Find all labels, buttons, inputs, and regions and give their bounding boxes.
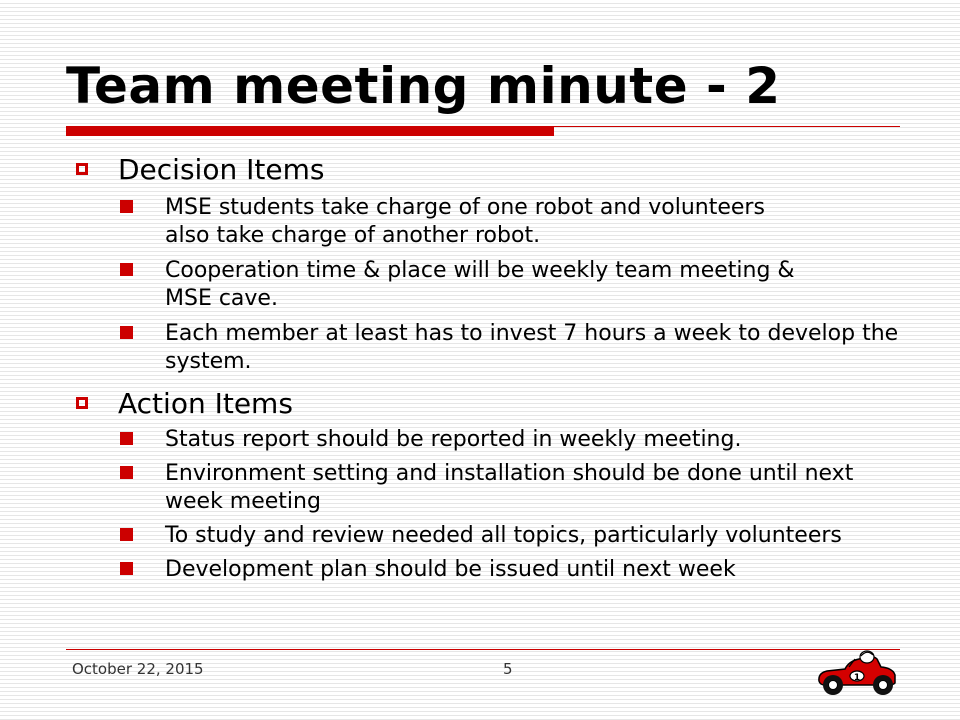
footer-date: October 22, 2015 — [72, 660, 204, 678]
list-item — [72, 257, 905, 313]
section-heading-label: Action Items — [118, 387, 293, 420]
section-action-items — [72, 386, 905, 584]
filled-square-icon — [120, 200, 133, 213]
list-item-text: MSE students take charge of one robot and volunteers also take charge of another robot. — [165, 195, 765, 248]
filled-square-icon — [120, 562, 133, 575]
list-item — [72, 320, 905, 376]
hollow-square-icon — [76, 163, 88, 175]
list-item-text: Status report should be reported in weekly meeting. — [165, 427, 742, 452]
filled-square-icon — [120, 528, 133, 541]
list-item — [72, 556, 905, 584]
list-item-text: Development plan should be issued until next week — [165, 557, 736, 582]
section-heading-label: Decision Items — [118, 153, 325, 186]
filled-square-icon — [120, 263, 133, 276]
list-item — [72, 426, 905, 454]
list-item-text: To study and review needed all topics, particularly volunteers — [165, 523, 842, 548]
page-number: 5 — [503, 660, 513, 678]
list-item — [72, 460, 905, 516]
footer-divider — [66, 649, 900, 650]
list-item-text: Cooperation time & place will be weekly team meeting & MSE cave. — [165, 258, 795, 311]
action-items-list — [72, 426, 905, 584]
filled-square-icon — [120, 466, 133, 479]
list-item-text: Environment setting and installation should be done until next week meeting — [165, 461, 854, 514]
hollow-square-icon — [76, 397, 88, 409]
list-item — [72, 194, 905, 250]
section-decision-items — [72, 152, 905, 376]
section-heading — [72, 386, 905, 424]
section-heading — [72, 152, 905, 190]
decision-items-list — [72, 194, 905, 376]
list-item — [72, 522, 905, 550]
car-number: 1 — [853, 673, 861, 683]
filled-square-icon — [120, 326, 133, 339]
list-item-text: Each member at least has to invest 7 hours a week to develop the system. — [165, 321, 899, 374]
slide-title: Team meeting minute - 2 — [66, 57, 781, 115]
filled-square-icon — [120, 432, 133, 445]
race-car-icon — [815, 645, 899, 697]
